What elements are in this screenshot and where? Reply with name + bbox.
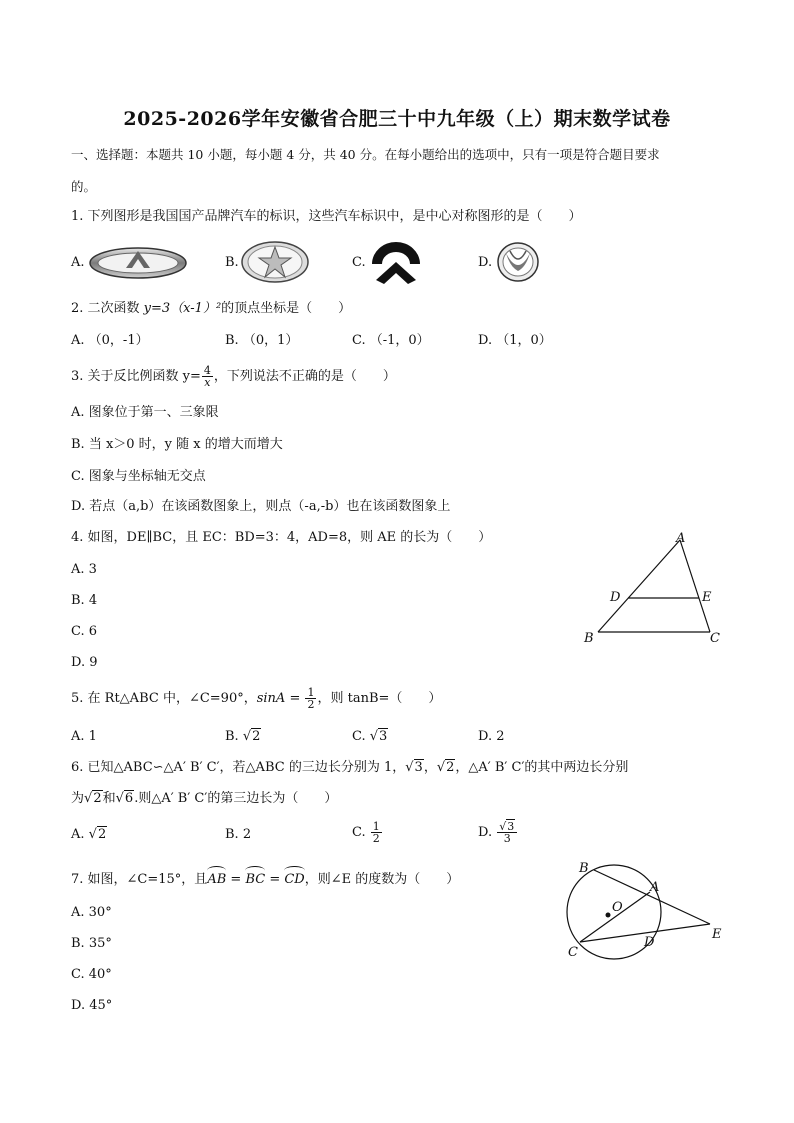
q2-option-d: D. （1，0） — [478, 333, 552, 348]
q7-label-a: A — [650, 880, 660, 895]
q3-stem-post: ，下列说法不正确的是（ ） — [213, 369, 396, 384]
q6-line2-post: .则△A′ B′ C′的第三边长为（ ） — [134, 791, 338, 806]
q7-label-c: C — [568, 945, 578, 960]
q3-option-c: C. 图象与坐标轴无交点 — [71, 469, 206, 484]
q1-option-c-label: C. — [352, 255, 366, 270]
q4-label-a: A — [676, 531, 686, 546]
q6-option-d-den: 3 — [503, 832, 511, 845]
q2-function: y=3（x-1）² — [143, 301, 222, 316]
q4-triangle-figure — [580, 528, 730, 650]
q4-option-c: C. 6 — [71, 624, 98, 639]
q6-stem-line1 — [71, 759, 628, 777]
q4-segment-ac — [680, 540, 710, 632]
q7-stem — [71, 868, 459, 889]
q7-arc-ab: AB — [207, 868, 226, 889]
q5-stem-pre: 5. 在 Rt△ABC 中，∠C=90°， — [71, 691, 257, 706]
page-title: 2025-2026学年安徽省合肥三十中九年级（上）期末数学试卷 — [123, 108, 671, 130]
q6-radicand-3: 2 — [93, 791, 102, 806]
q6-separator: ， — [423, 760, 437, 775]
q2-option-c: C. （-1，0） — [352, 333, 430, 348]
q2-stem — [71, 300, 351, 318]
q6-option-c — [352, 818, 383, 848]
sqrt-symbol: √3 — [369, 729, 388, 744]
q7-label-b: B — [579, 861, 589, 876]
q6-stem-line2 — [71, 790, 337, 808]
q5-option-b-prefix: B. — [225, 729, 243, 744]
car-logo-nio-icon — [370, 240, 422, 286]
q6-option-c-den: 2 — [372, 832, 380, 845]
sqrt-symbol: √2 — [84, 791, 102, 806]
q4-option-a: A. 3 — [71, 562, 97, 577]
q3-stem-pre: 3. 关于反比例函数 y= — [71, 369, 201, 384]
sqrt-symbol: √3 — [405, 760, 423, 775]
q3-fraction — [202, 365, 213, 388]
q6-option-d-prefix: D. — [478, 825, 497, 840]
q6-option-c-prefix: C. — [352, 825, 370, 840]
sqrt-symbol: √2 — [436, 760, 455, 775]
sqrt-symbol: √2 — [242, 729, 261, 744]
q2-option-b: B. （0，1） — [225, 333, 299, 348]
q5-option-a: A. 1 — [71, 729, 97, 744]
q4-label-e: E — [702, 590, 712, 605]
q7-option-d: D. 45° — [71, 998, 113, 1013]
q5-stem-post: ，则 tanB=（ ） — [317, 691, 442, 706]
q7-option-b: B. 35° — [71, 936, 112, 951]
q5-option-c-radicand: 3 — [379, 729, 388, 744]
q6-and: 和 — [102, 791, 116, 806]
q6-option-a — [71, 826, 107, 844]
q5-frac-den: 2 — [307, 698, 315, 711]
q6-radicand-2: 2 — [446, 760, 455, 775]
car-logo-chery-icon — [88, 244, 188, 282]
q6-option-d — [478, 818, 518, 848]
q3-frac-num: 4 — [203, 364, 211, 377]
q5-option-b — [225, 728, 261, 746]
q7-arc-cd: CD — [284, 868, 304, 889]
q6-line1-pre: 6. 已知△ABC∽△A′ B′ C′，若△ABC 的三边长分别为 1， — [71, 760, 406, 775]
q6-radicand-4: 6 — [124, 791, 134, 806]
q1-option-b-label: B. — [225, 255, 239, 270]
q7-label-o: O — [612, 900, 623, 915]
car-logo-dongfeng-icon — [496, 241, 540, 283]
q6-option-b: B. 2 — [225, 827, 252, 842]
q6-line2-pre: 为 — [71, 791, 85, 806]
q7-equals-2: = — [265, 872, 285, 887]
q5-stem — [71, 686, 441, 712]
q6-option-c-num: 1 — [372, 820, 380, 833]
q5-option-c — [352, 728, 388, 746]
q2-stem-pre: 2. 二次函数 — [71, 301, 144, 316]
q5-frac-num: 1 — [307, 686, 315, 699]
sqrt-symbol: √6 — [115, 791, 134, 806]
q6-option-a-prefix: A. — [71, 827, 89, 842]
q1-option-a-label: A. — [71, 255, 85, 270]
q7-label-d: D — [644, 935, 655, 950]
section-header-line1: 一、选择题：本题共 10 小题，每小题 4 分，共 40 分。在每小题给出的选项中，只有一项是符合题目要求 — [71, 147, 660, 162]
q7-stem-post: ，则∠E 的度数为（ ） — [304, 872, 460, 887]
q6-option-d-fraction — [497, 821, 517, 844]
q4-option-d: D. 9 — [71, 655, 98, 670]
q3-frac-den: x — [204, 376, 211, 389]
q7-circle-figure — [558, 858, 728, 966]
sqrt-symbol: √2 — [88, 827, 107, 842]
q7-option-a: A. 30° — [71, 905, 112, 920]
q1-stem: 1. 下列图形是我国国产品牌汽车的标识，这些汽车标识中，是中心对称图形的是（ ） — [71, 209, 582, 224]
q7-equals-1: = — [226, 872, 246, 887]
q4-label-c: C — [710, 631, 720, 646]
q5-sin-label: sinA = — [256, 691, 305, 706]
q7-line-be — [594, 870, 710, 924]
q2-stem-post: 的顶点坐标是（ ） — [221, 301, 352, 316]
q6-option-d-radicand: 3 — [507, 820, 515, 833]
q3-option-d: D. 若点（a,b）在该函数图象上，则点（-a,-b）也在该函数图象上 — [71, 499, 451, 514]
q7-option-c: C. 40° — [71, 967, 112, 982]
q6-option-a-radicand: 2 — [97, 827, 107, 842]
q6-radicand-1: 3 — [414, 760, 423, 775]
q3-option-a: A. 图象位于第一、三象限 — [71, 405, 219, 420]
car-logo-jac-star-icon — [240, 240, 310, 284]
q5-option-d: D. 2 — [478, 729, 505, 744]
q2-option-a: A. （0，-1） — [71, 333, 149, 348]
q4-option-b: B. 4 — [71, 593, 98, 608]
q7-stem-pre: 7. 如图，∠C=15°，且 — [71, 872, 208, 887]
q7-center-point — [606, 913, 611, 918]
q3-option-b: B. 当 x＞0 时，y 随 x 的增大而增大 — [71, 437, 283, 452]
q4-stem: 4. 如图，DE∥BC，且 EC：BD=3：4，AD=8，则 AE 的长为（ ） — [71, 530, 492, 545]
q5-option-b-radicand: 2 — [252, 729, 261, 744]
q1-option-d-label: D. — [478, 255, 493, 270]
q7-arc-bc: BC — [245, 868, 265, 889]
q7-label-e: E — [712, 927, 722, 942]
q4-segment-ab — [598, 540, 680, 632]
q3-stem — [71, 364, 396, 390]
q4-label-b: B — [584, 631, 594, 646]
q6-line1-post: ，△A′ B′ C′的其中两边长分别 — [455, 760, 629, 775]
q6-option-c-fraction — [371, 821, 382, 844]
q4-label-d: D — [610, 590, 621, 605]
q5-option-c-prefix: C. — [352, 729, 370, 744]
section-header-line2: 的。 — [71, 179, 97, 194]
q5-fraction — [305, 687, 316, 710]
sqrt-symbol: √3 — [499, 820, 515, 833]
